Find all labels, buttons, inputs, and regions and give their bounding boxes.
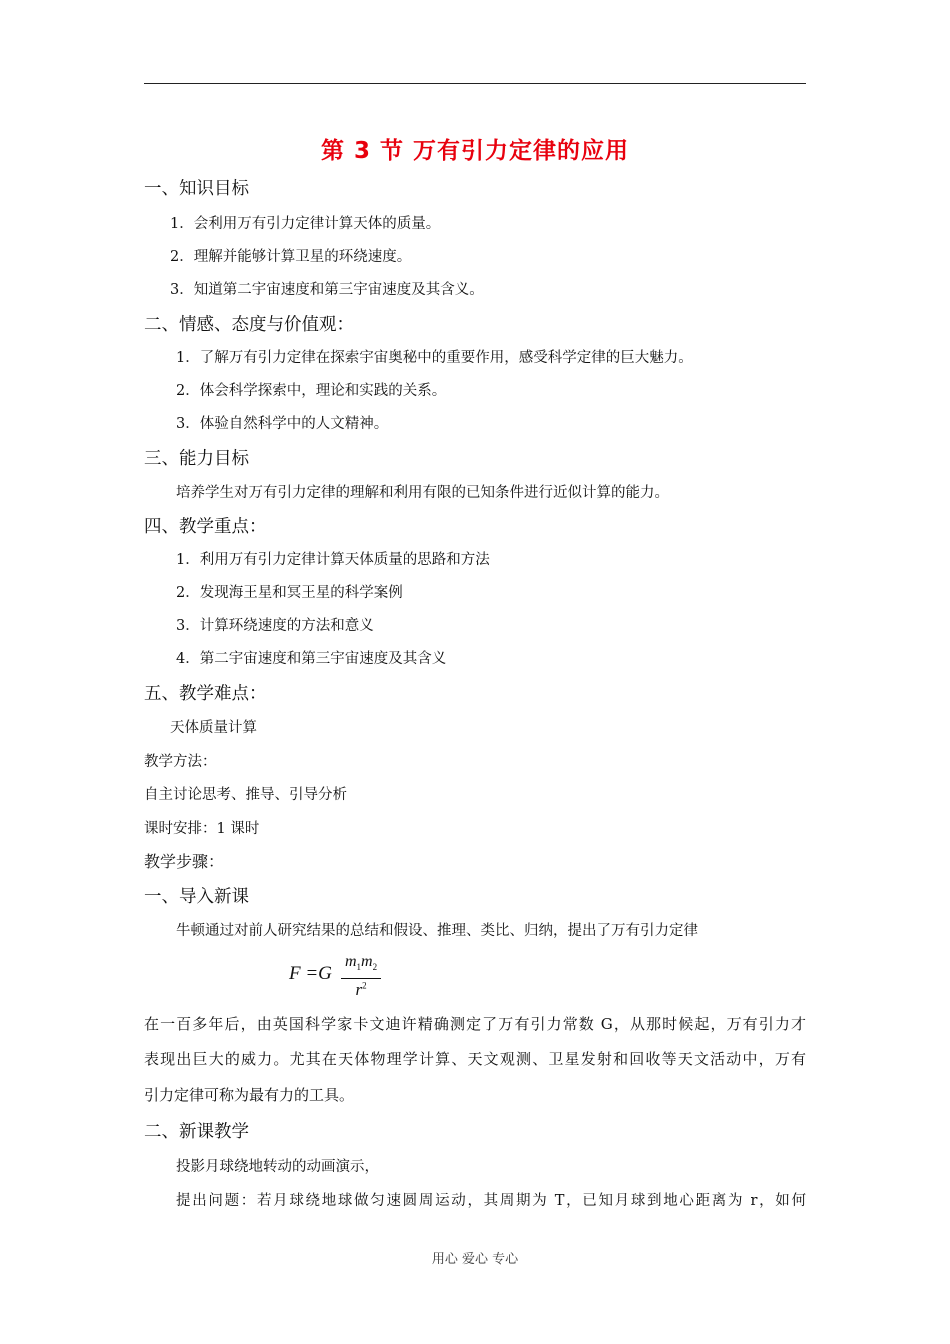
method-label: 教学方法： [144,754,217,770]
paragraph: 提出问题：若月球绕地球做匀速圆周运动，其周期为 T，已知月球到地心距离为 r，如何 [176,1193,806,1209]
method-text: 自主讨论思考、推导、引导分析 [144,787,347,803]
formula-denominator: $r^2$ [355,980,367,999]
schedule: 课时安排：1 课时 [144,821,260,837]
section-heading-key-points: 四、教学重点： [144,517,267,537]
paragraph-line: 在一百多年后，由英国科学家卡文迪许精确测定了万有引力常数 G，从那时候起，万有引力才 [144,1015,806,1033]
paragraph: 天体质量计算 [170,720,257,736]
section-heading-difficulty: 五、教学难点： [144,684,267,704]
section-heading-knowledge: 一、知识目标 [144,179,249,199]
list-item: 4．第二宇宙速度和第三宇宙速度及其含义 [176,651,447,667]
page-footer: 用心 爱心 专心 [431,1252,519,1267]
list-item: 1．利用万有引力定律计算天体质量的思路和方法 [176,552,490,568]
list-item: 2．发现海王星和冥王星的科学案例 [176,585,403,601]
formula-lhs: F =G [289,963,332,984]
list-item: 1．了解万有引力定律在探索宇宙奥秘中的重要作用，感受科学定律的巨大魅力。 [176,350,693,366]
section-heading-ability: 三、能力目标 [144,449,249,469]
paragraph: 投影月球绕地转动的动画演示， [176,1159,379,1175]
list-item: 3．体验自然科学中的人文精神。 [176,416,389,432]
list-item: 3．知道第二宇宙速度和第三宇宙速度及其含义。 [170,282,484,298]
formula-numerator: $m_1m_2$ [344,953,378,973]
list-item: 2．体会科学探索中，理论和实践的关系。 [176,383,447,399]
fraction-bar [341,978,381,979]
section-heading-new-lesson: 二、新课教学 [144,1122,249,1142]
section-heading-attitude: 二、情感、态度与价值观： [144,315,354,335]
paragraph-line: 引力定律可称为最有力的工具。 [144,1086,355,1104]
page-title: 第 3 节 万有引力定律的应用 [320,138,630,164]
steps-label: 教学步骤： [144,852,225,871]
list-item: 2．理解并能够计算卫星的环绕速度。 [170,249,412,265]
header-rule [144,83,806,84]
list-item: 3．计算环绕速度的方法和意义 [176,618,374,634]
paragraph-line: 表现出巨大的威力。尤其在天体物理学计算、天文观测、卫星发射和回收等天文活动中，万有 [144,1050,806,1068]
paragraph: 培养学生对万有引力定律的理解和利用有限的已知条件进行近似计算的能力。 [176,485,669,501]
list-item: 1．会利用万有引力定律计算天体的质量。 [170,216,441,232]
gravitation-formula [289,953,399,1003]
paragraph: 牛顿通过对前人研究结果的总结和假设、推理、类比、归纳，提出了万有引力定律 [176,923,698,939]
section-heading-intro: 一、导入新课 [144,887,249,907]
